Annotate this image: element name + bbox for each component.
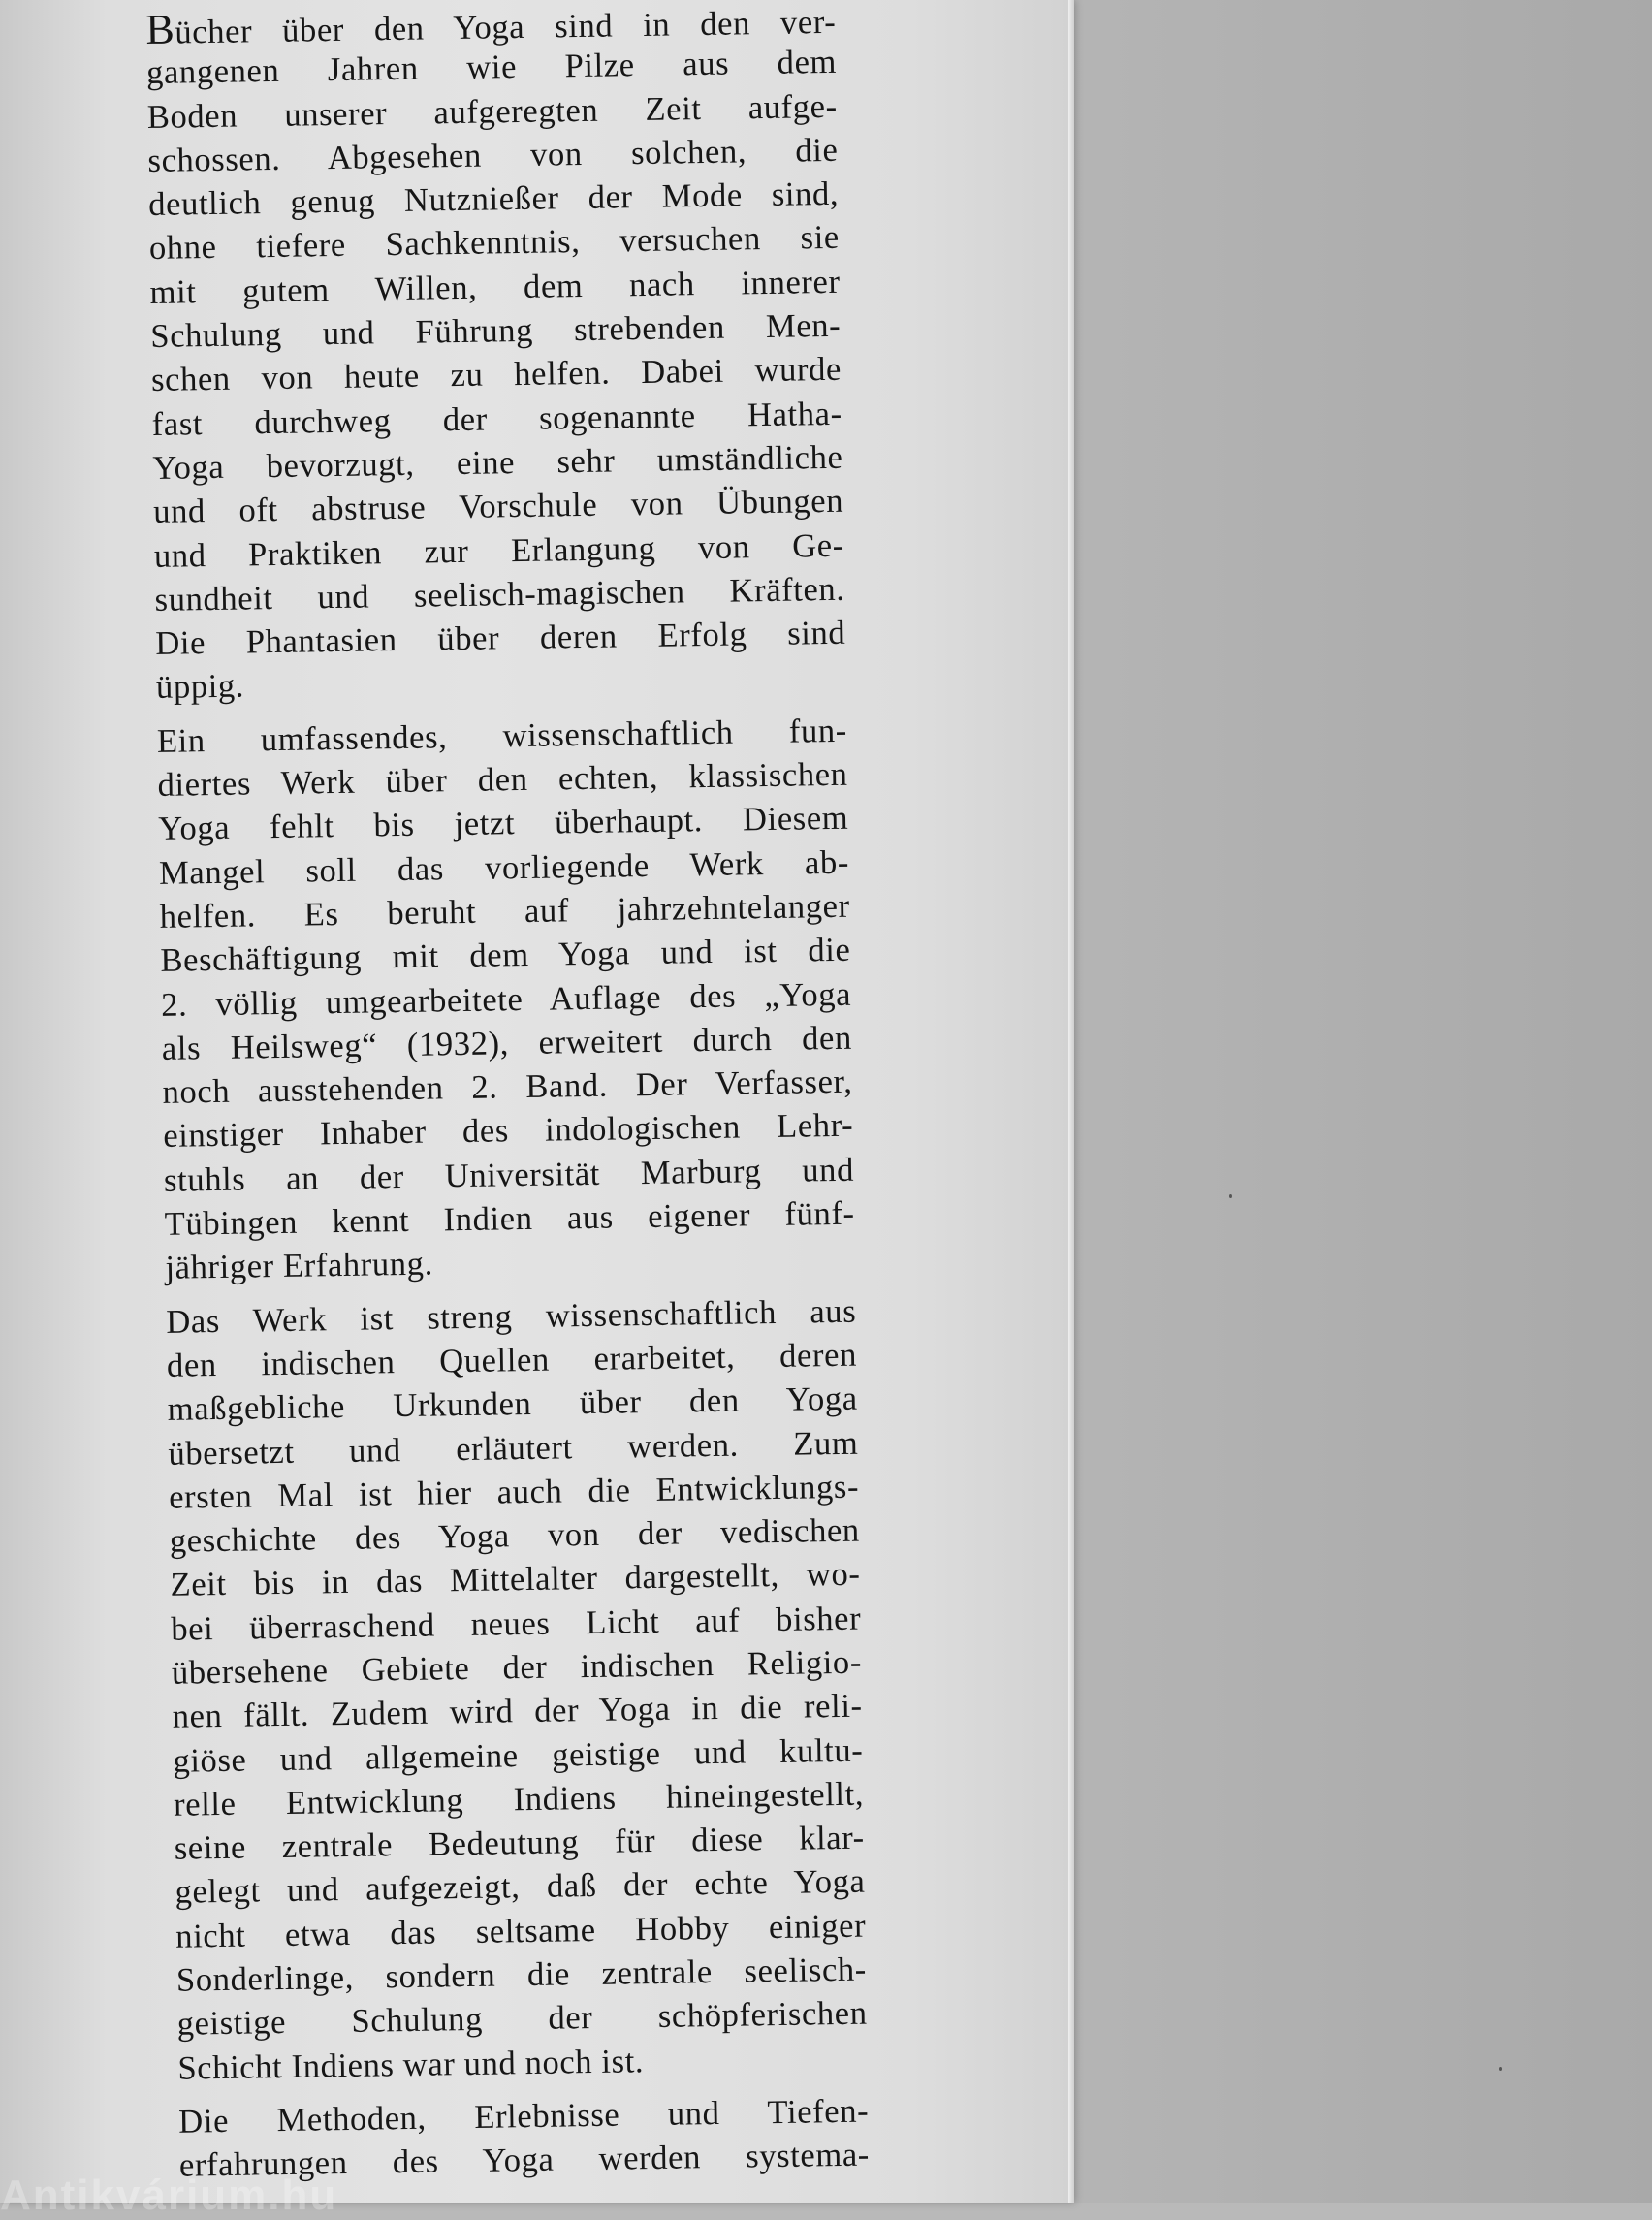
text-line: relle Entwicklung Indiens hineingestellt, (173, 1775, 865, 1824)
text-line: gelegt und aufgezeigt, daß der echte Yoga (175, 1863, 866, 1912)
text-line: jähriger Erfahrung. (165, 1245, 434, 1287)
text-line: nen fällt. Zudem wird der Yoga in die reli- (172, 1687, 863, 1736)
text-line: üppig. (155, 667, 245, 707)
text-line: den indischen Quellen erarbeitet, deren (166, 1336, 858, 1384)
text-line: einstiger Inhaber des indologischen Lehr- (162, 1107, 854, 1156)
paragraph-3 (166, 1289, 869, 2090)
text-line: noch ausstehenden 2. Band. Der Verfasser, (162, 1062, 853, 1111)
text-line: Die Methoden, Erlebnisse und Tiefen- (177, 2092, 870, 2141)
text-line: Schulung und Führung strebenden Men- (150, 306, 842, 356)
dust-speck (1229, 1194, 1232, 1198)
page-edge (1068, 0, 1074, 2203)
text-line: Mangel soll das vorliegende Werk ab- (158, 843, 850, 892)
text-line: Yoga fehlt bis jetzt überhaupt. Diesem (158, 800, 849, 848)
paragraph-2 (157, 709, 856, 1290)
text-line: stuhls an der Universität Marburg und (163, 1151, 855, 1199)
text-line: mit gutem Willen, dem nach innerer (149, 263, 841, 311)
text-column (145, 0, 870, 2198)
text-line: bei überraschend neues Licht auf bisher (170, 1600, 862, 1648)
text-line: seine zentrale Bedeutung für diese klar- (174, 1819, 866, 1867)
text-line: Zeit bis in das Mittelalter dargestellt, wo- (170, 1556, 861, 1604)
text-line: gangenen Jahren wie Pilze aus dem (145, 44, 838, 92)
text-line: diertes Werk über den echten, klassischen (157, 755, 848, 804)
text-line: ohne tiefere Sachkenntnis, versuchen sie (148, 219, 841, 268)
text-line: deutlich genug Nutznießer der Mode sind, (147, 174, 840, 224)
text-line: sundheit und seelisch-magischen Kräften. (154, 570, 845, 618)
text-line: und oft abstruse Vorschule von Übungen (152, 483, 844, 531)
text-line: als Heilsweg“ (1932), erweitert durch den (161, 1019, 853, 1067)
paragraph-1 (145, 0, 846, 711)
text-line: übersetzt und erläutert werden. Zum (168, 1424, 859, 1473)
text-line: Das Werk ist streng wissenschaftlich aus (165, 1292, 857, 1341)
dust-speck (1499, 2067, 1502, 2071)
text-line: Beschäftigung mit dem Yoga und ist die (160, 931, 851, 980)
text-line: geschichte des Yoga von der vedischen (169, 1511, 861, 1560)
text-line: 2. völlig umgearbeitete Auflage des „Yoga (160, 975, 852, 1024)
text-line: giöse und allgemeine geistige und kultu- (173, 1731, 864, 1780)
text-line: Boden unserer aufgeregten Zeit aufge- (146, 87, 838, 136)
text-line: und Praktiken zur Erlangung von Ge- (153, 526, 845, 575)
text-line: ersten Mal ist hier auch die Entwicklungs- (168, 1468, 860, 1516)
text-line: Tübingen kennt Indien aus eigener fünf- (164, 1194, 855, 1243)
text-line: fast durchweg der sogenannte Hatha- (151, 395, 842, 443)
text-line: nicht etwa das seltsame Hobby einiger (175, 1907, 867, 1955)
text-line: Sonderlinge, sondern die zentrale seelisch- (175, 1950, 868, 1999)
text-line: erfahrungen des Yoga werden systema- (178, 2136, 871, 2184)
watermark: Antikvárium.hu (0, 2172, 338, 2219)
text-line: maßgebliche Urkunden über den Yoga (167, 1380, 858, 1429)
text-line: übersehene Gebiete der indischen Religio- (171, 1643, 863, 1692)
text-line: schossen. Abgesehen von solchen, die (147, 131, 839, 179)
text-line: Ein umfassendes, wissenschaftlich fun- (156, 712, 848, 760)
text-line: helfen. Es beruht auf jahrzehntelanger (159, 887, 850, 936)
text-line: Yoga bevorzugt, eine sehr umständliche (152, 438, 843, 487)
text-line: Bücher über den Yoga sind in den ver- (144, 3, 837, 53)
text-line: geistige Schulung der schöpferischen (176, 1994, 868, 2044)
text-line: schen von heute zu helfen. Dabei wurde (150, 351, 842, 399)
text-line: Die Phantasien über deren Erfolg sind (155, 614, 846, 663)
text-line: Schicht Indiens war und noch ist. (177, 2042, 645, 2087)
